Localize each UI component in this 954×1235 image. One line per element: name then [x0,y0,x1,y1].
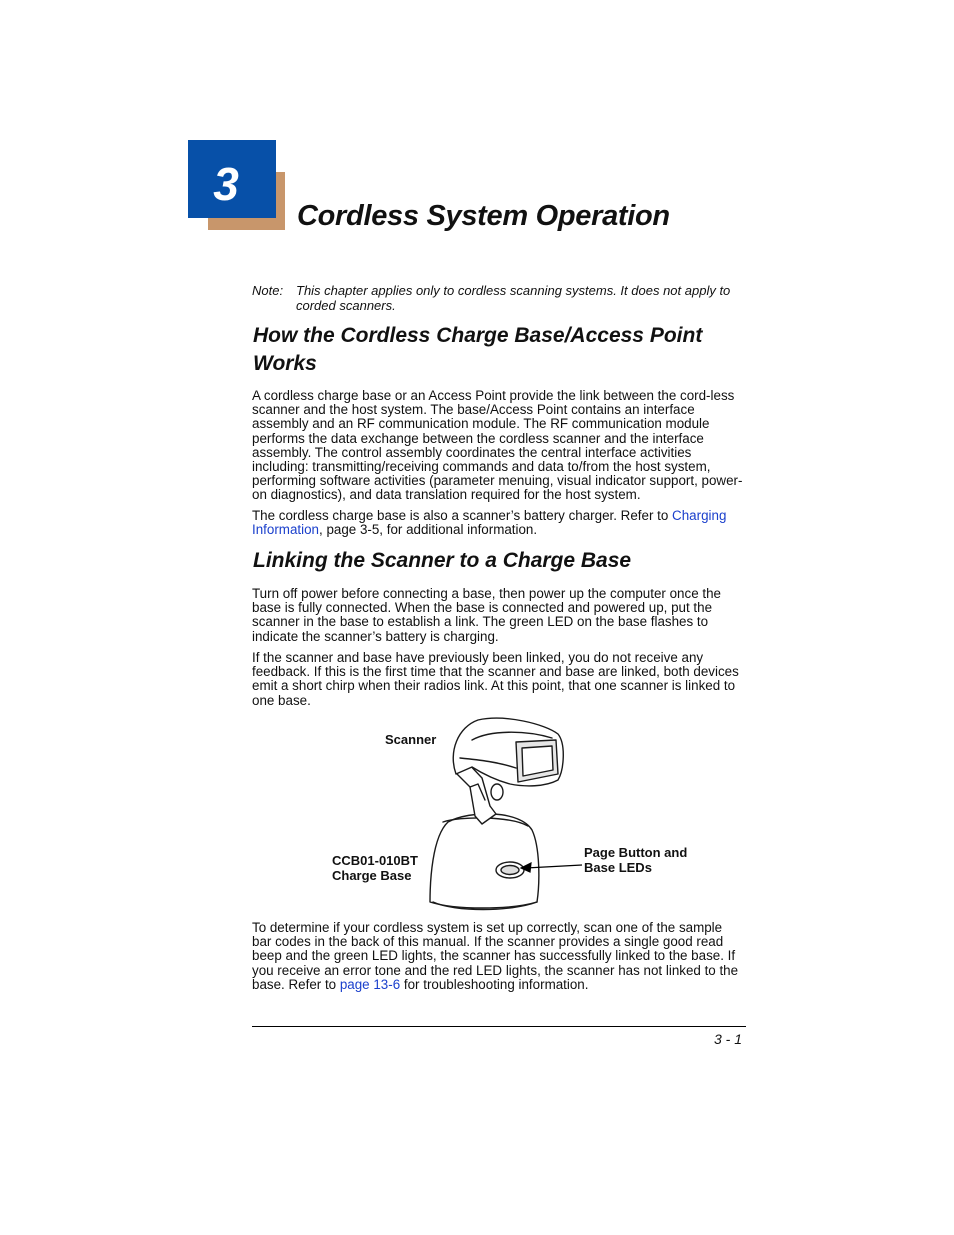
charge-base-label [332,853,418,883]
charging-information-link[interactable]: Charging Information [252,508,727,538]
paragraph-power-up: Turn off power before connecting a base, then power up the computer once the base is fully connected. When the base is connected and powered up, put the scanner in the base to establish a link. The green LED on the base flashes to indicate the scanner’s battery is charging. [252,586,721,644]
page-13-6-link[interactable]: page 13-6 [339,976,401,992]
scanner-label: Scanner [385,732,437,747]
section-heading-line2: Works [253,352,317,375]
paragraph-text: for troubleshooting information. [400,976,589,992]
charge-base-label-line2: Charge Base [332,868,412,883]
note-label: Note: [252,283,284,298]
page-button-label-line2: Base LEDs [584,860,652,875]
paragraph-charge-base-intro: A cordless charge base or an Access Point provide the link between the cord-less scanner and the host system. The base/Access Point contains an interface assembly and an RF communication module. The RF communication module performs the data exchange between the cordless scanner and the interface assembly. The control assembly coordinates the central interface activities including: transmitting/receiving commands and data to/from the host system, performing software activities (parameter menuing, visual indicator support, power-on diagnostics), and data translation required for the host system. [252,388,743,503]
chapter-title: Cordless System Operation [297,200,670,232]
callout-arrow [521,863,582,872]
page-number: 3 - 1 [713,1031,742,1047]
scanner-base-figure [330,712,710,912]
chapter-number: 3 [213,158,239,210]
paragraph-text: To determine if your cordless system is set up correctly, scan one of the sample bar codes in the back of this manual. If the scanner provides a single good read beep and the green LED lights, the scanner has successfully linked to the base. If you receive an error tone and the red LED lights, the scanner has not linked to the base. Refer to [252,920,739,992]
footer-rule [252,1026,746,1027]
paragraph-text: The cordless charge base is also a scanner’s battery charger. Refer to [252,508,673,523]
paragraph-determine-setup [252,921,744,992]
charge-base-label-line1: CCB01-010BT [332,853,418,868]
page-button-label [584,845,687,875]
note-text: This chapter applies only to cordless scanning systems. It does not apply to corded scanners. [296,283,731,313]
paragraph-battery-charger [252,509,744,537]
page-button-label-line1: Page Button and [584,845,688,860]
section-heading-line1: How the Cordless Charge Base/Access Point [253,324,703,347]
paragraph-text: , page 3-5, for additional information. [319,522,538,538]
section-heading-linking: Linking the Scanner to a Charge Base [253,549,632,572]
paragraph-previously-linked: If the scanner and base have previously been linked, you do not receive any feedback. If this is the first time that the scanner and base are linked, both devices emit a short chirp when their radios link. At this point, that one scanner is linked to one base. [252,650,739,708]
section-heading-charge-base [253,322,702,378]
